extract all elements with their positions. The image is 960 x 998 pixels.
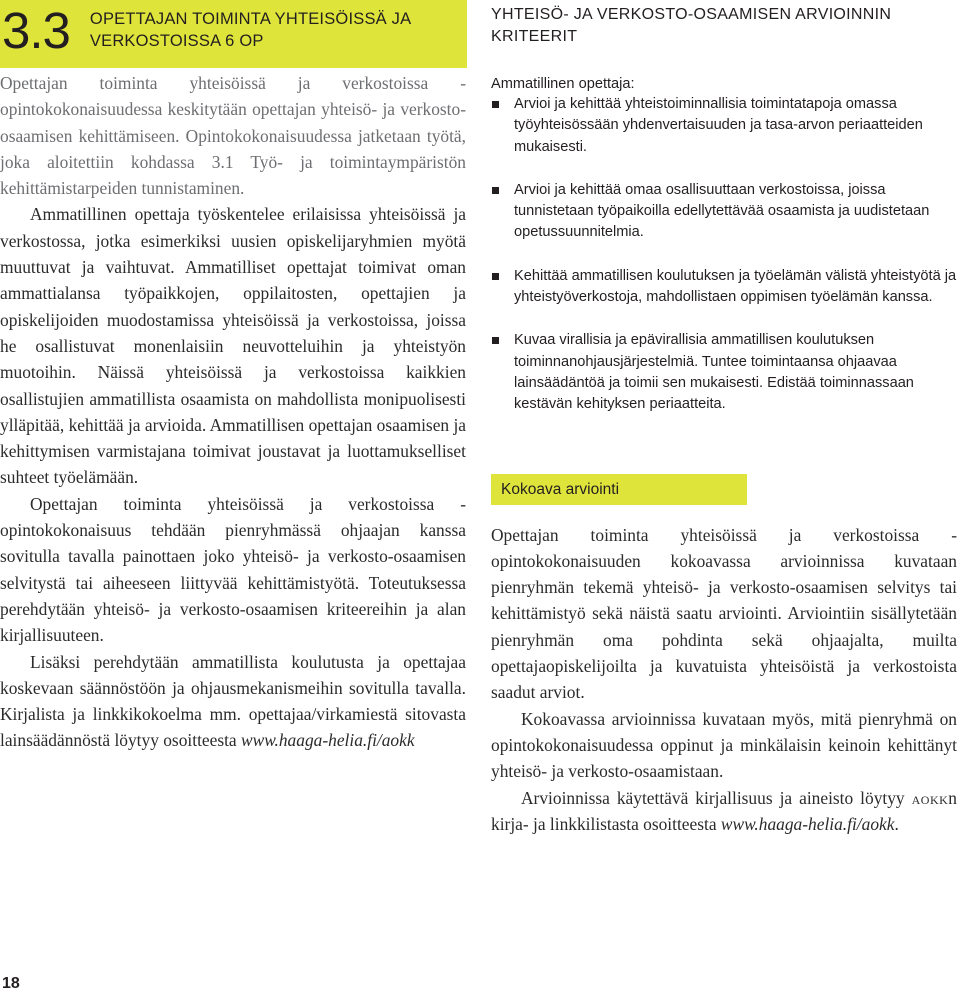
right-column (491, 0, 957, 837)
body-text: . (894, 813, 899, 834)
list-item (491, 94, 957, 158)
body-text: n kirja- ja linkkilistasta osoitteesta (491, 787, 957, 834)
square-bullet-icon (492, 273, 499, 280)
section-title: OPETTAJAN TOIMINTA YHTEISÖISSÄ JA VERKOSTOISSA 6 OP (89, 10, 411, 50)
list-item (491, 266, 957, 309)
left-column (0, 70, 466, 754)
body-paragraph (0, 649, 466, 754)
square-bullet-icon (492, 101, 499, 108)
assessment-text (491, 522, 957, 838)
square-bullet-icon (492, 337, 499, 344)
criteria-subheading: Ammatillinen opettaja: (491, 76, 635, 92)
body-paragraph: Ammatillinen opettaja työskentelee erilaisissa yhteisöissä ja verkostossa, jotka esimerkiksi uusien opiskelijaryhmien myötä muuttuvat ja vaihtuvat. Ammatilliset opettajat toimivat oman ammattialansa työpaikkojen, oppilaitosten, opettajien ja opiskelijoiden muodostamissa yhteisöissä ja verkostoissa, joissa he osallistuvat monenlaisiin neuvotteluihin ja yhteistyön muotoihin. Näissä yhteisöissä ja verkostoissa kaikkien osallistujien ammatillista osaamista on mahdollista monipuolisesti ylläpitää, kehittää ja arvioida. Ammatillisen opettajan osaamisen ja kehittymisen varmistajana toimivat joustavat ja luottamukselliset suhteet työelämään. (0, 204, 467, 488)
body-text: Lisäksi perehdytään ammatillista koulutusta ja opettajaa koskevaan säännöstöön ja ohjausmekanismeihin sovitulla tavalla. Kirjalista ja linkkikokoelma mm. opettajaa/virkamiestä sitovasta lainsäädännöstä löytyy osoitteesta (0, 651, 466, 751)
body-paragraph: Kokoavassa arvioinnissa kuvataan myös, mitä pienryhmä on opintokokonaisuudessa oppinut ja minkälaisin keinoin kehittänyt yhteisö- ja verkosto-osaamistaan. (491, 708, 957, 782)
body-paragraph: Opettajan toiminta yhteisöissä ja verkostoissa -opintokokonaisuuden kokoavassa arvioinnissa kuvataan pienryhmän tekemä yhteisö- ja verkosto-osaamisen selvitys tai kehittämistyö sekä näistä saatu arviointi. Arviointiin sisällytetään pienryhmän oma pohdinta sekä ohjaajalta, muilta opettajaopiskelijoilta ja kuvatuista yhteisöistä ja verkostoista saadut arviot. (491, 524, 957, 703)
subsection-badge: Kokoava arviointi (491, 474, 747, 505)
section-header (0, 0, 467, 68)
body-text: Arvioinnissa käytettävä kirjallisuus ja aineisto löytyy (521, 787, 912, 808)
list-item-text: Arvioi ja kehittää yhteistoiminnallisia toimintatapoja omassa työyhteisössään yhdenvertaisuuden ja tasa-arvon periaatteiden mukaisesti. (514, 96, 923, 155)
intro-paragraph: Opettajan toiminta yhteisöissä ja verkostoissa -opintokokonaisuudessa keskitytään opettajan yhteisö- ja verkosto-osaamisen kehittämiseen. Opintokokonaisuudessa jatketaan työtä, joka aloitettiin kohdassa 3.1 Työ- ja toimintaympäristön kehittämistarpeiden tunnistaminen. (0, 73, 466, 199)
list-item-text: Kehittää ammatillisen koulutuksen ja työelämän välistä yhteistyötä ja yhteistyöverkostoja, mahdollistaen oppimisen työelämän kanssa. (514, 267, 957, 306)
criteria-heading: YHTEISÖ- JA VERKOSTO-OSAAMISEN ARVIOINNIN KRITEERIT (491, 6, 892, 45)
abbreviation: aokk (911, 787, 949, 808)
criteria-list (491, 94, 957, 416)
body-paragraph (491, 785, 957, 838)
list-item-text: Arvioi ja kehittää omaa osallisuuttaan verkostoissa, joissa tunnistetaan työpaikoilla edellytettävää osaamista ja uudistetaan opetussuunnitelmia. (514, 181, 930, 241)
list-item (491, 180, 957, 244)
body-paragraph: Opettajan toiminta yhteisöissä ja verkostoissa -opintokokonaisuus tehdään pienryhmässä ohjaajan kanssa sovitulla tavalla painottaen joko yhteisö- ja verkosto-osaamisen selvitystä tai aiheeseen liittyvää kehittämistyötä. Toteutuksessa perehdytään yhteisö- ja verkosto-osaamisen kriteereihin ja alan kirjallisuuteen. (0, 493, 466, 646)
page-number: 18 (2, 975, 20, 992)
web-link[interactable]: www.haaga-helia.fi/aokk (720, 813, 895, 834)
web-link[interactable]: www.haaga-helia.fi/aokk (241, 730, 415, 751)
square-bullet-icon (492, 187, 499, 194)
list-item (491, 330, 957, 415)
section-number: 3.3 (2, 2, 70, 59)
list-item-text: Kuvaa virallisia ja epävirallisia ammatillisen koulutuksen toiminnanohjausjärjestelmiä. Tuntee toimintaansa ohjaavaa lainsäädäntöä ja toimii sen mukaisesti. Edistää toiminnassaan kestävän kehityksen periaatteita. (514, 332, 914, 413)
